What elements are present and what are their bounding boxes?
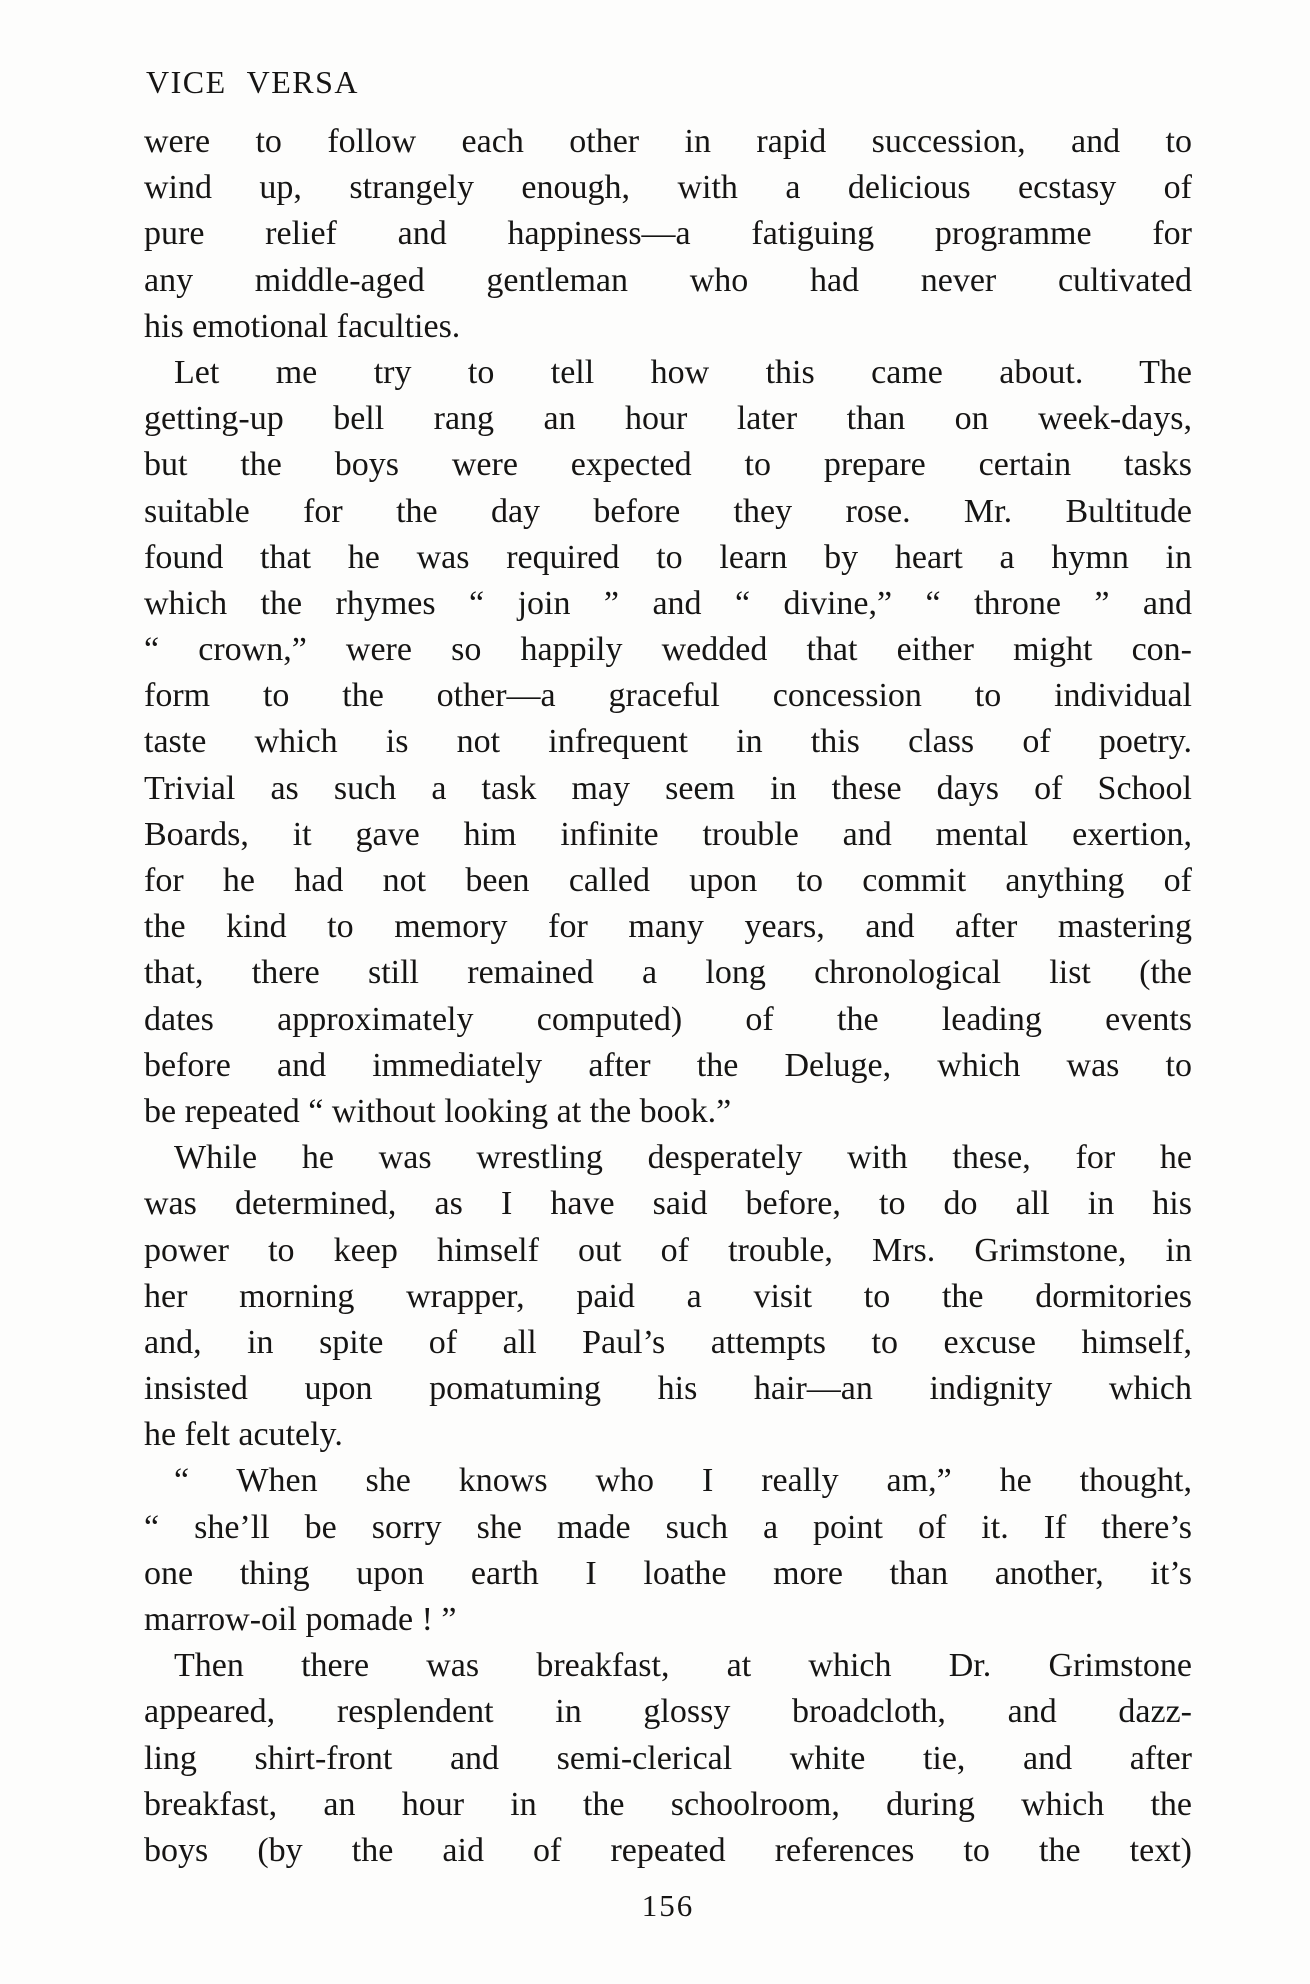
text-line: boys (by the aid of repeated references to the text): [144, 1831, 1192, 1869]
text-line: insisted upon pomatuming his hair—an indignity which: [144, 1370, 1192, 1408]
text-line: her morning wrapper, paid a visit to the dormitories: [144, 1277, 1192, 1315]
text-line: any middle-aged gentleman who had never cultivated: [144, 261, 1192, 299]
text-line: he felt acutely.: [144, 1416, 343, 1454]
text-block: [144, 119, 1192, 1874]
text-line: Let me try to tell how this came about. The: [174, 353, 1192, 391]
text-line: one thing upon earth I loathe more than another, it’s: [144, 1554, 1192, 1592]
text-line: Then there was breakfast, at which Dr. Grimstone: [174, 1647, 1192, 1685]
text-line: wind up, strangely enough, with a delicious ecstasy of: [144, 169, 1192, 207]
page-number: 156: [641, 1888, 695, 1923]
running-header: VICE VERSA: [146, 64, 359, 100]
text-line: “ crown,” were so happily wedded that either might con-: [144, 631, 1192, 669]
text-line: breakfast, an hour in the schoolroom, during which the: [144, 1785, 1192, 1823]
text-line: that, there still remained a long chronological list (the: [144, 954, 1192, 992]
text-line: dates approximately computed) of the leading events: [144, 1000, 1192, 1038]
text-line: Boards, it gave him infinite trouble and mental exertion,: [144, 815, 1192, 853]
text-line: be repeated “ without looking at the book.”: [144, 1092, 732, 1130]
text-line: pure relief and happiness—a fatiguing programme for: [144, 215, 1192, 253]
text-line: the kind to memory for many years, and after mastering: [144, 908, 1192, 946]
text-line: which the rhymes “ join ” and “ divine,” “ throne ” and: [144, 584, 1192, 622]
text-line: marrow-oil pomade ! ”: [144, 1601, 457, 1638]
text-line: power to keep himself out of trouble, Mrs. Grimstone, in: [144, 1231, 1192, 1269]
text-line: form to the other—a graceful concession to individual: [144, 677, 1192, 715]
text-line: Trivial as such a task may seem in these days of School: [144, 769, 1192, 807]
text-line: found that he was required to learn by heart a hymn in: [144, 538, 1192, 576]
text-line: was determined, as I have said before, to do all in his: [144, 1185, 1192, 1223]
text-line: before and immediately after the Deluge, which was to: [144, 1046, 1192, 1084]
text-line: While he was wrestling desperately with these, for he: [174, 1139, 1192, 1177]
text-line: “ she’ll be sorry she made such a point of it. If there’s: [144, 1508, 1192, 1546]
text-line: but the boys were expected to prepare certain tasks: [144, 446, 1192, 484]
text-line: suitable for the day before they rose. Mr. Bultitude: [144, 492, 1192, 530]
text-line: “ When she knows who I really am,” he thought,: [174, 1462, 1192, 1500]
text-line: appeared, resplendent in glossy broadcloth, and dazz-: [144, 1693, 1192, 1731]
text-line: for he had not been called upon to commit anything of: [144, 862, 1192, 899]
text-line: his emotional faculties.: [144, 307, 461, 345]
text-line: were to follow each other in rapid succession, and to: [144, 123, 1192, 160]
text-line: and, in spite of all Paul’s attempts to excuse himself,: [144, 1323, 1192, 1361]
text-line: ling shirt-front and semi-clerical white tie, and after: [144, 1739, 1192, 1777]
text-line: getting-up bell rang an hour later than on week-days,: [144, 400, 1192, 438]
text-line: taste which is not infrequent in this class of poetry.: [144, 723, 1192, 761]
